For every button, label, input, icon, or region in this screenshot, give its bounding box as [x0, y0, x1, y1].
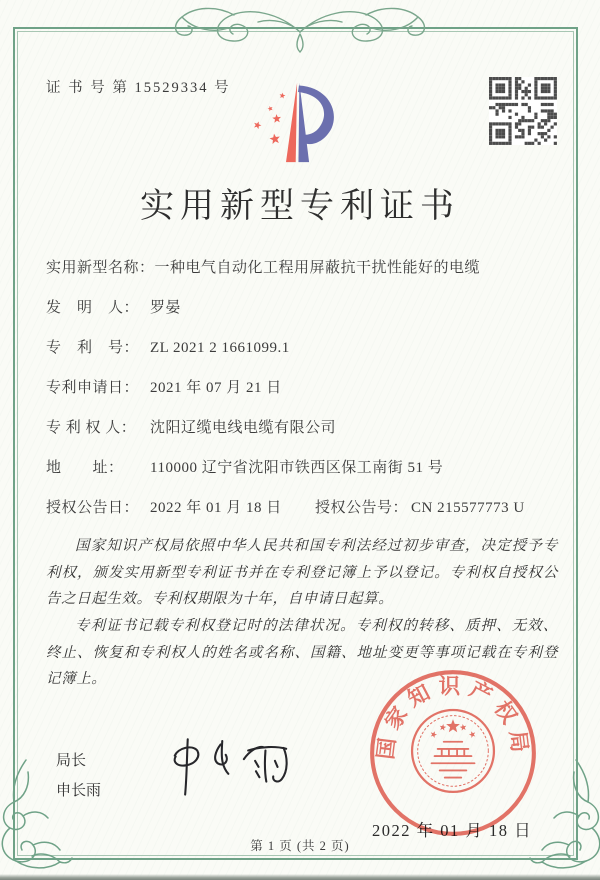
signer-block [56, 746, 101, 806]
field-value: 沈阳辽缆电线电缆有限公司 [150, 420, 337, 436]
field-row-filing-date [46, 376, 564, 416]
national-emblem-icon [412, 710, 494, 792]
page-bottom-edge [0, 874, 600, 880]
qr-code [489, 77, 557, 145]
field-label: 专 利 权 人： [46, 420, 137, 436]
field-row-patentee [46, 416, 564, 456]
field-label: 实用新型名称： [46, 260, 155, 276]
top-flourish-ornament [150, 2, 450, 56]
official-seal [366, 666, 540, 840]
seal-agency-text: 国家知识产权局 [373, 674, 533, 761]
field-value: ZL 2021 2 1661099.1 [150, 340, 290, 356]
field-label: 地 址： [46, 460, 124, 476]
seal-date: 2022 年 01 月 18 日 [372, 821, 533, 840]
director-signature [146, 722, 321, 817]
field-row-address [46, 456, 564, 496]
field-row-grant [46, 496, 564, 536]
field-value: 罗晏 [150, 300, 182, 316]
legal-paragraph-1: 国家知识产权局依照中华人民共和国专利法经过初步审查，决定授予专利权，颁发实用新型专利证书并在专利登记簿上予以登记。专利权自授权公告之日起生效。专利权期限为十年，自申请日起算。 [46, 538, 558, 608]
field-label: 专利申请日： [46, 380, 140, 396]
field-list [46, 256, 564, 536]
legal-paragraph-2: 专利证书记载专利权登记时的法律状况。专利权的转移、质押、无效、终止、恢复和专利权人的姓名或名称、国籍、地址变更等事项记载在专利登记簿上。 [46, 618, 558, 688]
field-label: 专 利 号： [46, 340, 140, 356]
page-footer: 第 1 页 (共 2 页) [250, 839, 350, 853]
grant-no-label: 授权公告号： [315, 500, 409, 516]
field-row-patent-no [46, 336, 564, 376]
cnipa-logo [238, 78, 358, 166]
certificate-number: 证 书 号 第 15529334 号 [46, 80, 231, 96]
field-value: 110000 辽宁省沈阳市铁西区保工南街 51 号 [150, 460, 444, 476]
field-value: 2021 年 07 月 21 日 [150, 380, 282, 396]
field-row-name [46, 256, 564, 296]
field-row-inventor [46, 296, 564, 336]
grant-date-value: 2022 年 01 月 18 日 [150, 500, 282, 516]
director-name: 申长雨 [56, 782, 102, 799]
logo-stars [254, 93, 285, 144]
field-label: 发 明 人： [46, 300, 140, 316]
grant-date-label: 授权公告日： [46, 500, 140, 516]
director-title: 局长 [56, 752, 87, 769]
field-value: 一种电气自动化工程用屏蔽抗干扰性能好的电缆 [154, 260, 481, 276]
grant-no-value: CN 215577773 U [411, 500, 525, 516]
certificate-title: 实用新型专利证书 [140, 188, 460, 225]
